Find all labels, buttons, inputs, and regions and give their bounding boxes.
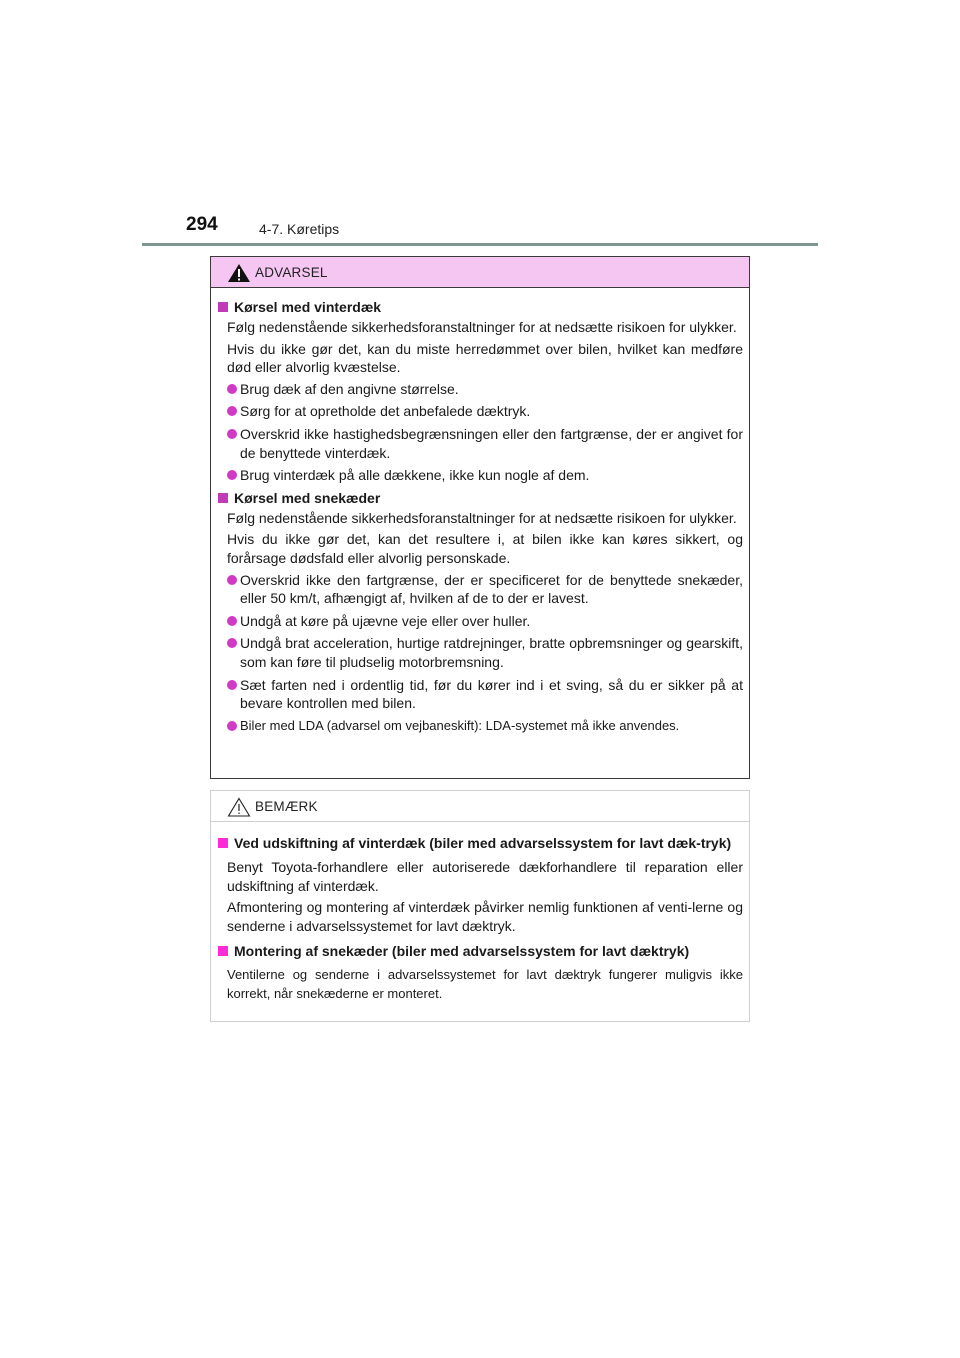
warning-triangle-outline-icon — [227, 797, 251, 817]
section-title: 4-7. Køretips — [259, 221, 340, 237]
square-bullet-icon — [218, 493, 228, 503]
list-item: Sørg for at opretholde det anbefalede dæktryk. — [218, 402, 743, 421]
warning-box-header — [211, 257, 749, 288]
round-bullet-icon — [227, 616, 237, 626]
list-item: Undgå at køre på ujævne veje eller over huller. — [218, 612, 743, 631]
square-bullet-icon — [218, 302, 228, 312]
square-bullet-icon — [218, 838, 228, 848]
list-item: Overskrid ikke den fartgrænse, der er specificeret for de benyttede snekæder, eller 50 km/t, afhængigt af, hvilken af de to der er lavest. — [218, 571, 743, 608]
section-heading: Montering af snekæder (biler med advarselssystem for lavt dæktryk) — [218, 942, 743, 961]
paragraph: Følg nedenstående sikkerhedsforanstaltninger for at nedsætte risikoen for ulykker. — [227, 509, 737, 526]
section-heading: Ved udskiftning af vinterdæk (biler med advarselssystem for lavt dæk-tryk) — [218, 834, 743, 853]
note-box-header — [211, 791, 749, 822]
round-bullet-icon — [227, 680, 237, 690]
section-heading: Kørsel med snekæder — [218, 489, 743, 508]
section-heading: Kørsel med vinterdæk — [218, 298, 743, 317]
note-box — [210, 790, 750, 1022]
warning-label: ADVARSEL — [255, 265, 328, 280]
note-body — [211, 822, 749, 1004]
list-item: Brug vinterdæk på alle dækkene, ikke kun nogle af dem. — [218, 466, 743, 485]
round-bullet-icon — [227, 406, 237, 416]
page-header — [0, 0, 960, 250]
round-bullet-icon — [227, 384, 237, 394]
square-bullet-icon — [218, 946, 228, 956]
warning-box — [210, 256, 750, 779]
paragraph: Benyt Toyota-forhandlere eller autoriserede dækforhandlere til reparation eller udskiftning af vinterdæk. — [227, 859, 743, 894]
paragraph: Afmontering og montering af vinterdæk påvirker nemlig funktionen af venti-lerne og senderne i advarselssystemet for lavt dæktryk. — [227, 899, 743, 934]
page-number: 294 — [186, 214, 218, 235]
list-item: Undgå brat acceleration, hurtige ratdrejninger, bratte opbremsninger og gearskift, som kan føre til pludselig motorbremsning. — [218, 634, 743, 671]
header-rule — [142, 243, 818, 246]
round-bullet-icon — [227, 470, 237, 480]
paragraph: Ventilerne og senderne i advarselssystemet for lavt dæktryk fungerer muligvis ikke korrekt, når snekæderne er monteret. — [227, 967, 743, 1001]
warning-triangle-filled-icon — [227, 263, 251, 283]
round-bullet-icon — [227, 575, 237, 585]
list-item: Overskrid ikke hastighedsbegrænsningen eller den fartgrænse, der er angivet for de benyttede vinterdæk. — [218, 425, 743, 462]
round-bullet-icon — [227, 721, 237, 731]
paragraph: Følg nedenstående sikkerhedsforanstaltninger for at nedsætte risikoen for ulykker. — [227, 319, 737, 335]
paragraph: Hvis du ikke gør det, kan du miste herredømmet over bilen, hvilket kan medføre død eller alvorlig kvæstelse. — [227, 340, 743, 376]
note-label: BEMÆRK — [255, 799, 318, 814]
paragraph: Hvis du ikke gør det, kan det resultere i, at bilen ikke kan køres sikkert, og forårsage dødsfald eller alvorlig personskade. — [227, 531, 743, 566]
round-bullet-icon — [227, 429, 237, 439]
list-item: Sæt farten ned i ordentlig tid, før du kører ind i et sving, så du er sikker på at bevare kontrollen med bilen. — [218, 676, 743, 713]
list-item: Brug dæk af den angivne størrelse. — [218, 380, 743, 399]
round-bullet-icon — [227, 638, 237, 648]
warning-body — [211, 288, 749, 735]
list-item: Biler med LDA (advarsel om vejbaneskift): LDA-systemet må ikke anvendes. — [218, 717, 743, 736]
